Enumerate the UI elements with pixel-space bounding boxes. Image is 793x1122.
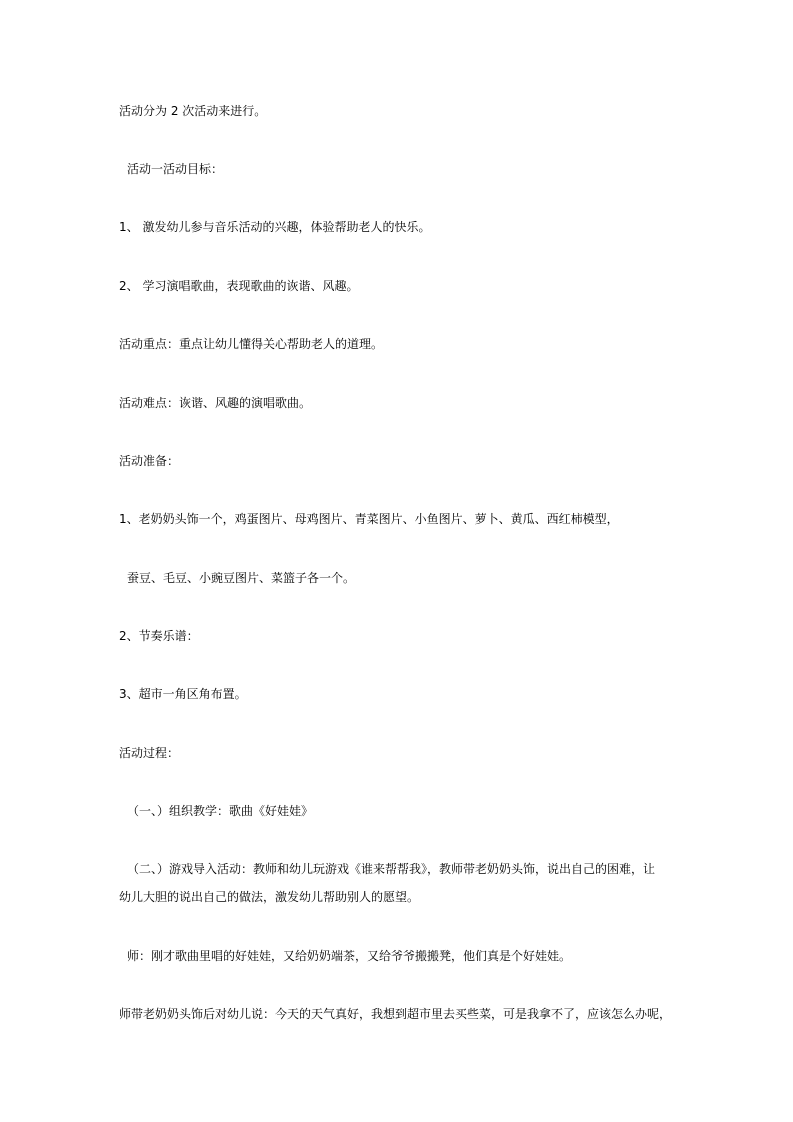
teacher-dialogue-2: 师带老奶奶头饰后对幼儿说：今天的天气真好，我想到超市里去买些菜，可是我拿不了，应该怎么办呢， bbox=[119, 1007, 672, 1021]
preparation-item-1: 1、老奶奶头饰一个，鸡蛋图片、母鸡图片、青菜图片、小鱼图片、萝卜、黄瓜、西红柿模型， bbox=[119, 512, 619, 526]
heading-activity-preparation: 活动准备： bbox=[119, 454, 180, 468]
preparation-item-2: 2、节奏乐谱： bbox=[119, 629, 199, 643]
process-step-1: （一、）组织教学：歌曲《好娃娃》 bbox=[127, 804, 314, 818]
preparation-item-1-continued: 蚕豆、毛豆、小豌豆图片、菜篮子各一个。 bbox=[127, 571, 356, 585]
preparation-item-3: 3、超市一角区角布置。 bbox=[119, 687, 247, 701]
goal-item-2: 2、 学习演唱歌曲，表现歌曲的诙谐、风趣。 bbox=[119, 279, 359, 293]
goal-item-1: 1、 激发幼儿参与音乐活动的兴趣，体验帮助老人的快乐。 bbox=[119, 220, 431, 234]
process-step-2: （二、）游戏导入活动：教师和幼儿玩游戏《谁来帮帮我》，教师带老奶奶头饰，说出自己的困难，让 bbox=[127, 862, 656, 876]
process-step-2-continued: 幼儿大胆的说出自己的做法，激发幼儿帮助别人的愿望。 bbox=[119, 890, 420, 904]
heading-activity-process: 活动过程： bbox=[119, 746, 180, 760]
teacher-dialogue-1: 师：刚才歌曲里唱的好娃娃，又给奶奶端茶，又给爷爷搬搬凳，他们真是个好娃娃。 bbox=[127, 949, 572, 963]
paragraph-intro: 活动分为 2 次活动来进行。 bbox=[119, 104, 267, 118]
heading-activity-one-goals: 活动一活动目标： bbox=[127, 162, 224, 176]
activity-difficulty: 活动难点：诙谐、风趣的演唱歌曲。 bbox=[119, 396, 312, 410]
activity-focus: 活动重点：重点让幼儿懂得关心帮助老人的道理。 bbox=[119, 337, 384, 351]
